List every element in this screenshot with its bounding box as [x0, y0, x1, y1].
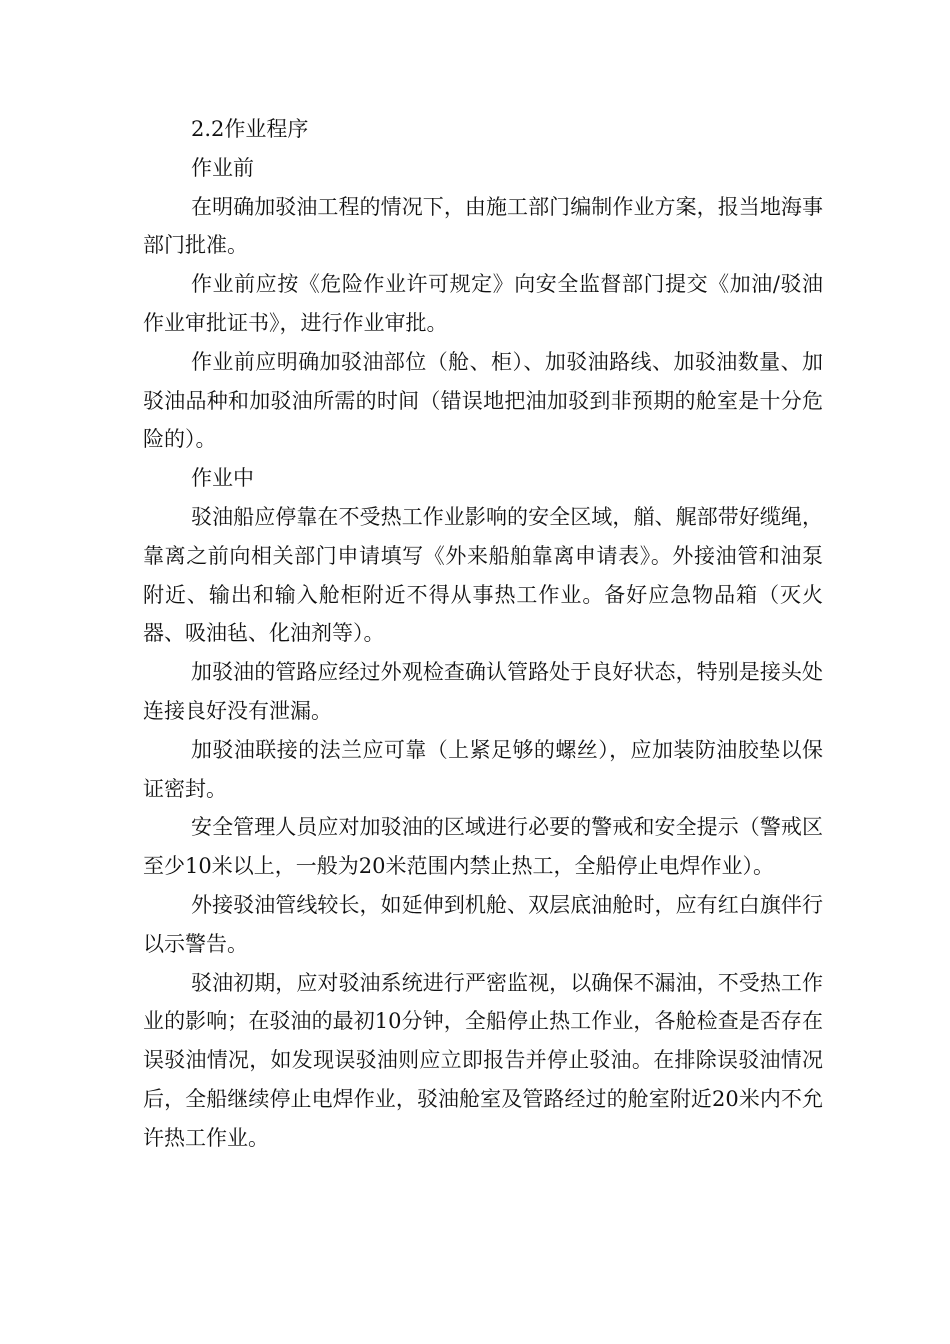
paragraph: 在明确加驳油工程的情况下，由施工部门编制作业方案，报当地海事部门批准。: [143, 194, 823, 258]
paragraph: 加驳油的管路应经过外观检查确认管路处于良好状态，特别是接头处连接良好没有泄漏。: [143, 660, 823, 723]
document-body: [143, 110, 823, 1158]
paragraph: 安全管理人员应对加驳油的区域进行必要的警戒和安全提示（警戒区至少10米以上，一般为20米范围内禁止热工，全船停止电焊作业）。: [143, 815, 823, 879]
paragraph: 外接驳油管线较长，如延伸到机舱、双层底油舱时，应有红白旗伴行以示警告。: [143, 892, 823, 956]
section-heading: 2.2作业程序: [191, 117, 309, 141]
paragraph: 加驳油联接的法兰应可靠（上紧足够的螺丝），应加装防油胶垫以保证密封。: [143, 737, 823, 801]
paragraph: 驳油初期，应对驳油系统进行严密监视，以确保不漏油，不受热工作业的影响；在驳油的最初10分钟，全船停止热工作业，各舱检查是否存在误驳油情况，如发现误驳油则应立即报告并停止驳油。在排除误驳油情况后，全船继续停止电焊作业，驳油舱室及管路经过的舱室附近20米内不允许热工作业。: [143, 970, 823, 1150]
paragraph: 驳油船应停靠在不受热工作业影响的安全区域，艏、艉部带好缆绳，靠离之前向相关部门申请填写《外来船舶靠离申请表》。外接油管和油泵附近、输出和输入舱柜附近不得从事热工作业。备好应急物品箱（灭火器、吸油毡、化油剂等）。: [143, 504, 823, 646]
subsection-heading-before: 作业前: [191, 155, 254, 180]
subsection-heading-during: 作业中: [191, 466, 254, 491]
paragraph: 作业前应按《危险作业许可规定》向安全监督部门提交《加油/驳油作业审批证书》，进行作业审批。: [143, 272, 823, 335]
paragraph: 作业前应明确加驳油部位（舱、柜）、加驳油路线、加驳油数量、加驳油品种和加驳油所需的时间（错误地把油加驳到非预期的舱室是十分危险的）。: [143, 349, 823, 452]
